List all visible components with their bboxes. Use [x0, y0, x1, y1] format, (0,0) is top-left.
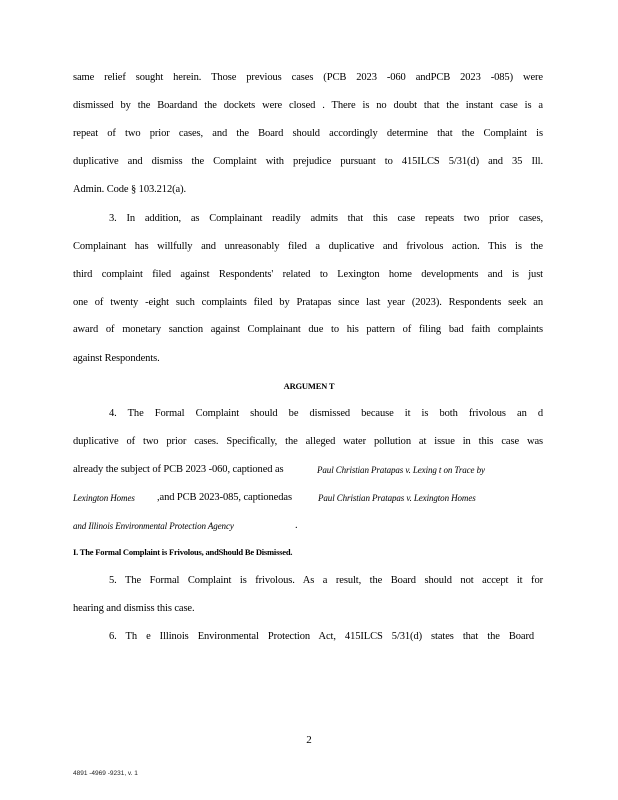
text-line: duplicative and dismiss the Complaint with prejudice pursuant to 415ILCS 5/31(d) and 35 Ill. — [73, 156, 543, 167]
paragraph-4-line: duplicative of two prior cases. Specifically, the alleged water pollution at issue in this case was — [73, 436, 543, 447]
paragraph-4-line: 4. The Formal Complaint should be dismissed because it is both frivolous an d — [109, 408, 543, 419]
paragraph-4-line: already the subject of PCB 2023 -060, captioned as — [73, 464, 284, 475]
paragraph-6-line: 6. Th e Illinois Environmental Protection Act, 415ILCS 5/31(d) states that the Board — [109, 631, 534, 642]
text-line: ,and PCB 2023-085, captionedas — [157, 492, 292, 503]
case-caption: and Illinois Environmental Protection Agency — [73, 521, 234, 531]
text-line: dismissed by the Boardand the dockets were closed . There is no doubt that the instant case is a — [73, 100, 543, 111]
paragraph-5-line: 5. The Formal Complaint is frivolous. As a result, the Board should not accept it for — [109, 575, 543, 586]
paragraph-3-line: third complaint filed against Respondents' related to Lexington home developments and is just — [73, 269, 543, 280]
section-heading: ARGUMEN T — [283, 381, 335, 391]
paragraph-3-line: Complainant has willfully and unreasonably filed a duplicative and frivolous action. This is the — [73, 241, 543, 252]
paragraph-3-line: 3. In addition, as Complainant readily admits that this case repeats two prior cases, — [109, 213, 543, 224]
case-caption: Paul Christian Pratapas v. Lexington Homes — [318, 493, 476, 503]
paragraph-3-line: award of monetary sanction against Complainant due to his pattern of filing bad faith complaints — [73, 324, 543, 335]
case-caption: Lexington Homes — [73, 493, 135, 503]
paragraph-5-line: hearing and dismiss this case. — [73, 603, 195, 614]
paragraph-3-line: one of twenty -eight such complaints filed by Pratapas since last year (2023). Respondents seek an — [73, 297, 543, 308]
case-caption: Paul Christian Pratapas v. Lexing t on Trace by — [317, 465, 485, 475]
text-line: Admin. Code § 103.212(a). — [73, 184, 186, 195]
text-line: same relief sought herein. Those previous cases (PCB 2023 -060 andPCB 2023 -085) were — [73, 72, 543, 83]
text-line: . — [295, 520, 298, 531]
document-id: 4891 -4969 -9231, v. 1 — [73, 770, 138, 777]
paragraph-3-line: against Respondents. — [73, 353, 160, 364]
text-line: repeat of two prior cases, and the Board should accordingly determine that the Complaint is — [73, 128, 543, 139]
subheading: I. The Formal Complaint is Frivolous, andShould Be Dismissed. — [73, 547, 293, 557]
page-number: 2 — [306, 734, 312, 746]
